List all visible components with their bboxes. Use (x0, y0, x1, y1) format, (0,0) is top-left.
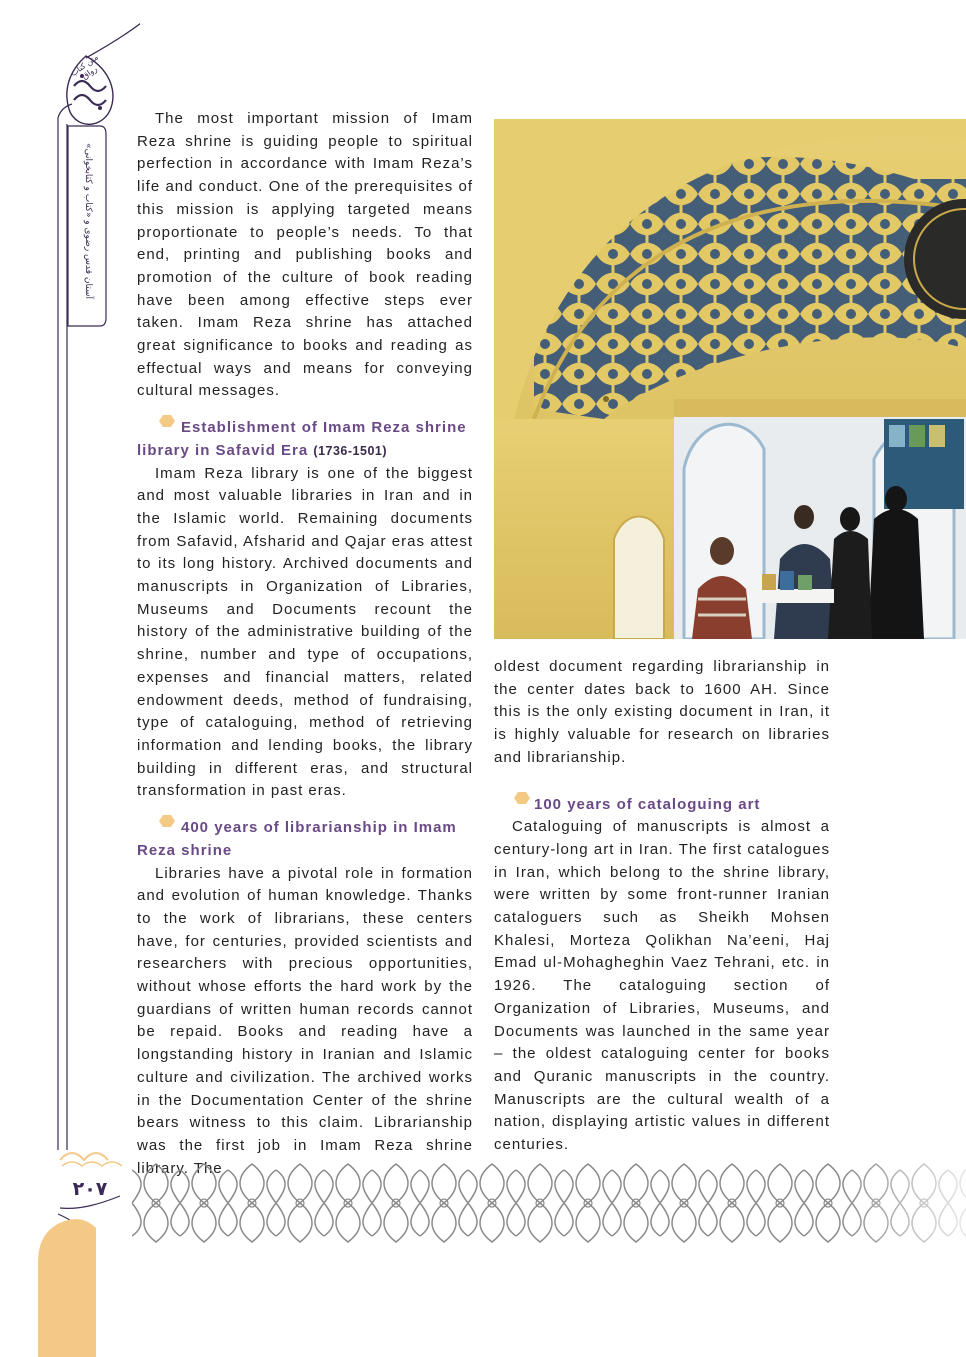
section-paragraph-cataloguing: Cataloguing of manuscripts is almost a century-long art in Iran. The first catalogues in Iran, which belong to the shrine library, were written by some front-runner Iranian cataloguers such as Sheikh Mohsen Khalesi, Morteza Qolikhan Na’eeni, Haj Emad ul-Mohagheghin Vaez Tehrani, etc. in 1926. The cataloguing section of Organization of Libraries, Museums, and Documents was launched in the same year – the oldest cataloguing center for books and Quranic manuscripts in the country. Manuscripts are the cultural wealth of a nation, displaying artistic values in different centuries. (494, 818, 830, 1154)
intro-paragraph: The most important mission of Imam Reza shrine is guiding people to spiritual perfection in accordance with Imam Reza’s life and conduct. One of the prerequisites of this mission is applying targeted means proportionate to people’s needs. To that end, printing and publishing books and promotion of the culture of book reading have been among effective steps ever taken. Imam Reza shrine has attached great significance to books and reading as effectual ways and means for conveying cultural messages. (137, 110, 473, 400)
bottom-geometric-band (132, 1160, 966, 1246)
section-heading-cataloguing: 100 years of cataloguing art (494, 794, 830, 817)
section-paragraph-safavid: Imam Reza library is one of the biggest and most valuable libraries in Iran and in the Islamic world. Remaining documents from Safavid, Afsharid and Qajar eras attest to its long history. Archived documents and manuscripts in Organization of Libraries, Museums and Documents recount the history of the administrative building of the shrine, number and type of occupations, expenses and financial matters, related endowment deeds, method of fundraising, type of cataloguing, method of retrieving information and lending books, the library building in different eras, and structural transformation in past eras. (137, 464, 473, 800)
book-fair-photo (494, 119, 966, 639)
section-heading-safavid: Establishment of Imam Reza shrine library in Safavid Era (1736-1501) (137, 417, 473, 462)
right-column (494, 656, 830, 1157)
librarianship-continuation: oldest document regarding librarianship in the center dates back to 1600 AH. Since this is the only existing document in Iran, it is highly valuable for research on libraries and librarianship. (494, 658, 830, 766)
left-column (137, 108, 473, 1180)
bullet-shape-icon (155, 813, 179, 829)
logo-text: متن کتاب رواق (68, 52, 100, 82)
bullet-shape-icon (510, 790, 534, 806)
section-paragraph-librarianship: Libraries have a pivotal role in formation and evolution of human knowledge. Thanks to the work of librarians, these centers have, for centuries, provided scientists and researchers with precious opportunities, without whose efforts the hard work by the guardians of written human records cannot be repaid. Books and reading have a longstanding history in Iranian and Islamic culture and civilization. The archived works in the Documentation Center of the shrine bears witness to this claim. Librarianship was the first job in Imam Reza shrine (137, 864, 473, 1154)
page-number: ۲۰۷ (72, 1178, 108, 1200)
side-tab-text: آستان قدس رضوی و «کتاب و کتابخوانی» (83, 142, 93, 300)
bullet-shape-icon (155, 413, 179, 429)
section-heading-dates: (1736-1501) (313, 443, 388, 458)
page-number-ornament (60, 1153, 122, 1166)
left-border-ornament (0, 0, 140, 1357)
section-heading-librarianship: 400 years of librarianship in Imam Reza shrine (137, 817, 473, 862)
